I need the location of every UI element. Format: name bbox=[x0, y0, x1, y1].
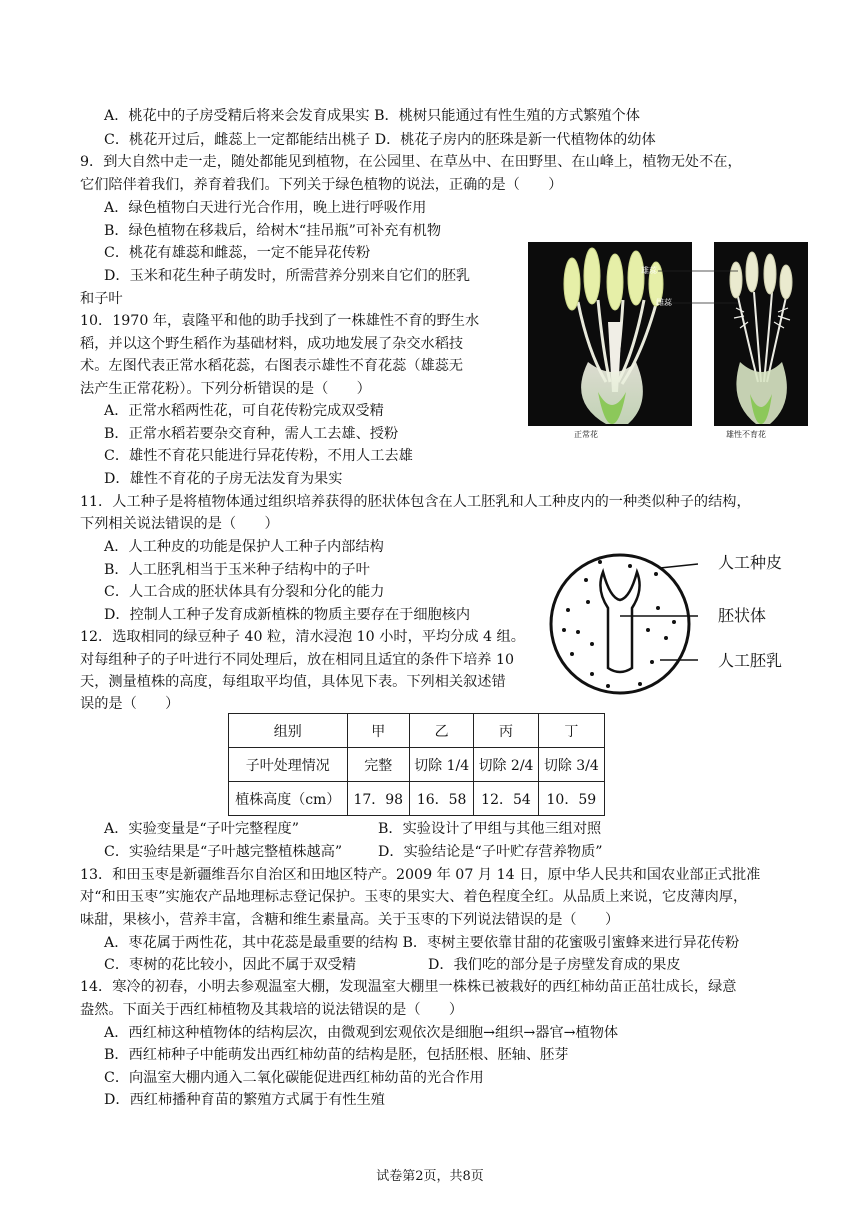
q10-option-d: D．雄性不育花的子房无法发育为果实 bbox=[104, 471, 343, 487]
table-cell: 10．59 bbox=[538, 782, 604, 816]
q11-option-b: B．人工胚乳相当于玉米种子结构中的子叶 bbox=[104, 562, 370, 578]
q13-option-d: D．我们吃的部分是子房壁发育成的果皮 bbox=[428, 957, 681, 973]
q12-option-a: A．实验变量是“子叶完整程度” bbox=[104, 821, 300, 837]
q11-stem-line-1: 11．人工种子是将植物体通过组织培养获得的胚状体包含在人工胚乳和人工种皮内的一种类似种子的结构， bbox=[80, 494, 751, 510]
q14-stem-line-2: 盎然。下面关于西红柿植物及其栽培的说法错误的是（ ） bbox=[80, 1002, 464, 1018]
table-cell: 子叶处理情况 bbox=[229, 748, 348, 782]
q12-option-d: D．实验结论是“子叶贮存营养物质” bbox=[378, 844, 603, 860]
q10-option-a: A．正常水稻两性花，可自花传粉完成双受精 bbox=[104, 403, 384, 419]
caption-normal-flower: 正常花 bbox=[574, 430, 598, 439]
table-cell: 切除 3/4 bbox=[538, 748, 604, 782]
table-cell: 16．58 bbox=[409, 782, 473, 816]
q13-stem-line-2: 对“和田玉枣”实施农产品地理标志登记保护。玉枣的果实大、着色程度全红。从品质上来说，它皮薄肉厚， bbox=[80, 889, 748, 905]
table-cell: 乙 bbox=[409, 714, 473, 748]
table-cell: 组别 bbox=[229, 714, 348, 748]
table-cell: 植株高度（cm） bbox=[229, 782, 348, 816]
q10-stem-line-3: 术。左图代表正常水稻花蕊，右图表示雄性不育花蕊（雄蕊无 bbox=[80, 358, 464, 374]
q10-stem-line-4: 法产生正常花粉）。下列分析错误的是（ ） bbox=[80, 381, 371, 397]
table-cell: 甲 bbox=[347, 714, 409, 748]
artificial-seed-diagram bbox=[548, 550, 698, 700]
q10-option-c: C．雄性不育花只能进行异花传粉，不用人工去雄 bbox=[104, 448, 413, 464]
q11-option-c: C．人工合成的胚状体具有分裂和分化的能力 bbox=[104, 584, 385, 600]
table-cell: 切除 1/4 bbox=[409, 748, 473, 782]
caption-sterile-flower: 雄性不育花 bbox=[726, 430, 766, 439]
table-cell: 切除 2/4 bbox=[474, 748, 538, 782]
q12-stem-line-2: 对每组种子的子叶进行不同处理后，放在相同且适宜的条件下培养 10 bbox=[80, 652, 515, 668]
q8-option-ab: A．桃花中的子房受精后将来会发育成果实 B．桃树只能通过有性生殖的方式繁殖个体 bbox=[104, 108, 640, 124]
q9-stem-line-2: 它们陪伴着我们，养育着我们。下列关于绿色植物的说法，正确的是（ ） bbox=[80, 177, 563, 193]
q14-option-b: B．西红柿种子中能萌发出西红柿幼苗的结构是胚，包括胚根、胚轴、胚芽 bbox=[104, 1047, 569, 1063]
table-row bbox=[229, 714, 605, 748]
q14-option-c: C．向温室大棚内通入二氧化碳能促进西红柿幼苗的光合作用 bbox=[104, 1070, 484, 1086]
q11-option-a: A．人工种皮的功能是保护人工种子内部结构 bbox=[104, 539, 384, 555]
table-row bbox=[229, 748, 605, 782]
q13-option-ab: A．枣花属于两性花，其中花蕊是最重要的结构 B．枣树主要依靠甘甜的花蜜吸引蜜蜂来进行异花传粉 bbox=[104, 935, 740, 951]
experiment-table bbox=[228, 713, 605, 816]
q13-stem-line-1: 13．和田玉枣是新疆维吾尔自治区和田地区特产。2009 年 07 月 14 日，原中华人民共和国农业部正式批准 bbox=[80, 867, 761, 883]
q8-option-cd: C．桃花开过后，雌蕊上一定都能结出桃子 D．桃花子房内的胚珠是新一代植物体的幼体 bbox=[104, 132, 656, 148]
q10-stem-line-2: 稻，并以这个野生稻作为基础材料，成功地发展了杂交水稻技 bbox=[80, 336, 464, 352]
q12-option-b: B．实验设计了甲组与其他三组对照 bbox=[378, 821, 602, 837]
q9-option-d-cont: 和子叶 bbox=[80, 291, 123, 307]
label-pistil: 雌蕊 bbox=[656, 298, 672, 307]
q11-option-d: D．控制人工种子发育成新植株的物质主要存在于细胞核内 bbox=[104, 607, 471, 623]
q9-option-a: A．绿色植物白天进行光合作用，晚上进行呼吸作用 bbox=[104, 200, 427, 216]
table-cell: 丁 bbox=[538, 714, 604, 748]
q14-option-a: A．西红柿这种植物体的结构层次，由微观到宏观依次是细胞→组织→器官→植物体 bbox=[104, 1025, 619, 1041]
q14-stem-line-1: 14．寒冷的初春，小明去参观温室大棚，发现温室大棚里一株株已被栽好的西红柿幼苗正茁壮成长，绿意 bbox=[80, 979, 737, 995]
q10-option-b: B．正常水稻若要杂交育种，需人工去雄、授粉 bbox=[104, 426, 399, 442]
q9-option-b: B．绿色植物在移栽后，给树木“挂吊瓶”可补充有机物 bbox=[104, 223, 442, 239]
table-row bbox=[229, 782, 605, 816]
table-cell: 丙 bbox=[474, 714, 538, 748]
table-cell: 12．54 bbox=[474, 782, 538, 816]
q12-stem-line-3: 天，测量植株的高度，每组取平均值，具体见下表。下列相关叙述错 bbox=[80, 674, 506, 690]
q13-stem-line-3: 味甜，果核小，营养丰富，含糖和维生素量高。关于玉枣的下列说法错误的是（ ） bbox=[80, 912, 620, 928]
page-footer: 试卷第2页，共8页 bbox=[376, 1169, 484, 1184]
label-endosperm: 人工胚乳 bbox=[718, 651, 783, 670]
q13-option-c: C．枣树的花比较小，因此不属于双受精 bbox=[104, 957, 357, 973]
label-embryoid: 胚状体 bbox=[718, 606, 767, 625]
q11-stem-line-2: 下列相关说法错误的是（ ） bbox=[80, 516, 279, 532]
label-seed-coat: 人工种皮 bbox=[718, 553, 783, 572]
q10-stem-line-1: 10．1970 年，袁隆平和他的助手找到了一株雄性不育的野生水 bbox=[80, 313, 480, 329]
table-cell: 完整 bbox=[347, 748, 409, 782]
q12-stem-line-4: 误的是（ ） bbox=[80, 696, 180, 712]
q9-option-d: D．玉米和花生种子萌发时，所需营养分别来自它们的胚乳 bbox=[104, 268, 471, 284]
table-cell: 17．98 bbox=[347, 782, 409, 816]
label-stamen: 雄蕊 bbox=[641, 266, 657, 275]
q9-stem-line-1: 9．到大自然中走一走，随处都能见到植物，在公园里、在草丛中、在田野里、在山峰上，植物无处不在， bbox=[80, 154, 742, 170]
q12-stem-line-1: 12．选取相同的绿豆种子 40 粒，清水浸泡 10 小时，平均分成 4 组。 bbox=[80, 629, 525, 645]
q14-option-d: D．西红柿播种育苗的繁殖方式属于有性生殖 bbox=[104, 1092, 385, 1108]
q12-option-c: C．实验结果是“子叶越完整植株越高” bbox=[104, 844, 343, 860]
q9-option-c: C．桃花有雄蕊和雌蕊，一定不能异花传粉 bbox=[104, 245, 371, 261]
